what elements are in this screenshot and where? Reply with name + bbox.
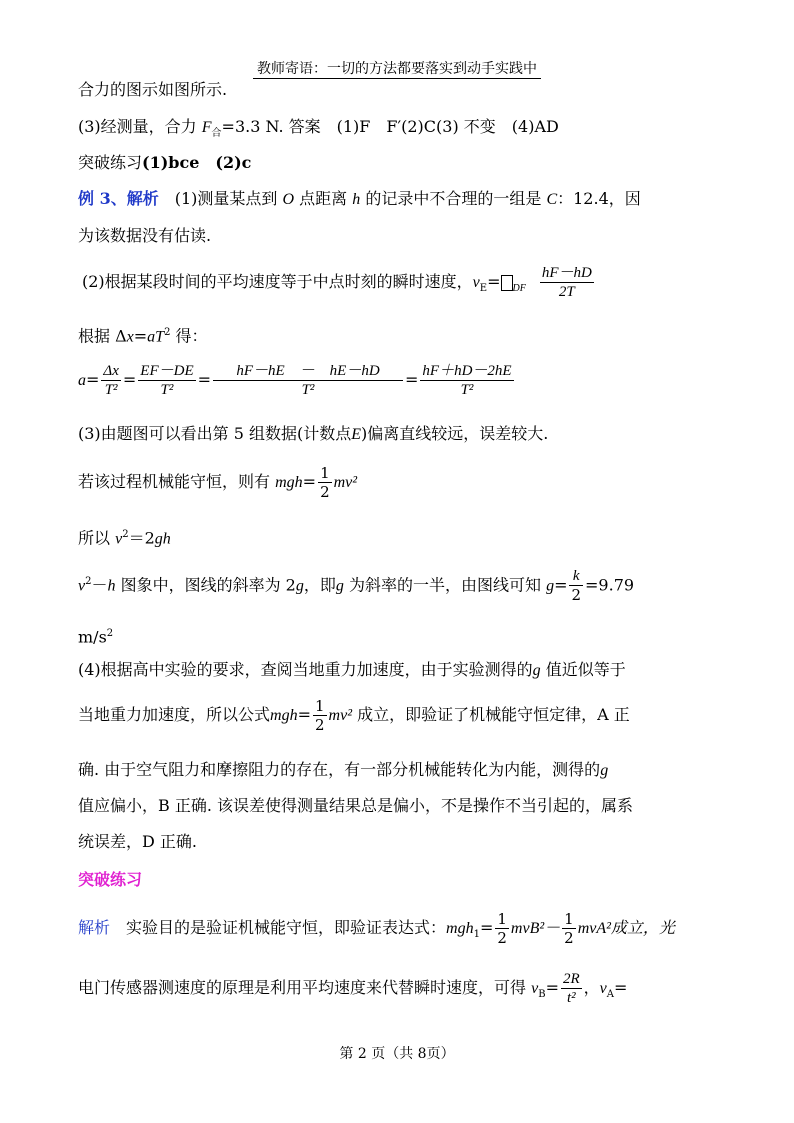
text-line: 统误差，D 正确. bbox=[78, 832, 198, 851]
fraction: $\frac{hF-hD}{2T}$ bbox=[541, 265, 592, 300]
text-line: 突破练习(1)bce (2)c bbox=[78, 153, 252, 172]
fraction: $\frac{EF-DE}{\text{T²}}$ bbox=[140, 363, 194, 398]
overline-box bbox=[501, 275, 513, 291]
formula-line: (2)根据某段时间的平均速度等于中点时刻的瞬时速度，$v_E= _{DF}$ $\frac{hF-hD}{2T}$ bbox=[82, 265, 592, 300]
text-line: (4)根据高中实验的要求，查阅当地重力加速度，由于实验测得的g 值近似等于 bbox=[78, 660, 626, 679]
text-line: (3)由题图可以看出第 5 组数据(计数点E)偏离直线较远，误差较大. bbox=[78, 424, 549, 443]
text-line: 合力的图示如图所示. bbox=[78, 80, 228, 99]
fraction: $\frac{1}{2}$ bbox=[564, 910, 574, 947]
fraction: $\frac{\Delta x}{\text{T²}}$ bbox=[103, 363, 119, 398]
fraction: $\frac{1}{2}$ bbox=[314, 697, 325, 734]
formula-line: 解析 实验目的是验证机械能守恒，即验证表达式：mgh$_1$= $\frac{1}{2}$ mvB²－ $\frac{1}{2}$ mvA²成立，光 bbox=[78, 910, 675, 947]
text-line: $m/s^2$ bbox=[78, 627, 114, 647]
formula-line: 当地重力加速度，所以公式mgh= $\frac{1}{2}$ mv² 成立，即验证了机械能守恒定律，A 正 bbox=[78, 697, 630, 734]
formula-line: 电门传感器测速度的原理是利用平均速度来代替瞬时速度，可得 $v_B=$ $\frac{2R}{\text{t²}}$ ，$v_A=$ bbox=[78, 971, 628, 1006]
formula-line: $v^2-h$ 图象中，图线的斜率为 2g，即g 为斜率的一半，由图线可知 g= $\frac{k}{2}$ =9.79 bbox=[78, 568, 635, 605]
formula-line: a= $\frac{\Delta x}{\text{T²}}$ = $\frac{EF-DE}{\text{T²}}$ = $\frac{hF-hE - hE-hD}{\text{T²}}$ = $\frac{hF+hD-2hE}{\text{T²}}$ bbox=[78, 363, 512, 398]
fraction: $\frac{k}{2}$ bbox=[571, 568, 582, 605]
text-line: 所以 $v^2=2gh$ bbox=[78, 528, 171, 548]
fraction: $\frac{hF-hE - hE-hD}{\text{T²}}$ bbox=[213, 362, 403, 399]
text-line: 根据 $\Delta x=aT^2$ 得： bbox=[78, 326, 208, 346]
text-line: 值应偏小，B 正确. 该误差使得测量结果总是偏小，不是操作不当引起的，属系 bbox=[78, 796, 634, 815]
formula-line: 若该过程机械能守恒，则有 mgh= $\frac{1}{2}$ mv² bbox=[78, 464, 358, 501]
text-line: 例 3、解析 (1)测量某点到 O 点距离 h 的记录中不合理的一组是 C：12.4，因 bbox=[78, 189, 641, 208]
fraction: $\frac{hF+hD-2hE}{\text{T²}}$ bbox=[422, 363, 512, 398]
page-footer: 第 2 页（共 8页） bbox=[339, 1046, 455, 1062]
text-line: (3)经测量，合力 $F_合=3.3$ N. 答案 (1)F F′(2)C(3) 不变 (4)AD bbox=[78, 117, 559, 140]
text-line: 为该数据没有估读. bbox=[78, 226, 212, 245]
fraction: $\frac{1}{2}$ bbox=[497, 910, 507, 947]
fraction: $\frac{2R}{\text{t²}}$ bbox=[562, 971, 580, 1006]
fraction: $\frac{1}{2}$ bbox=[320, 464, 330, 501]
text-line: 确. 由于空气阻力和摩擦阻力的存在，有一部分机械能转化为内能，测得的g bbox=[78, 760, 609, 779]
page-header: 教师寄语：一切的方法都要落实到动手实践中 bbox=[0, 58, 794, 78]
section-title: 突破练习 bbox=[78, 870, 143, 889]
